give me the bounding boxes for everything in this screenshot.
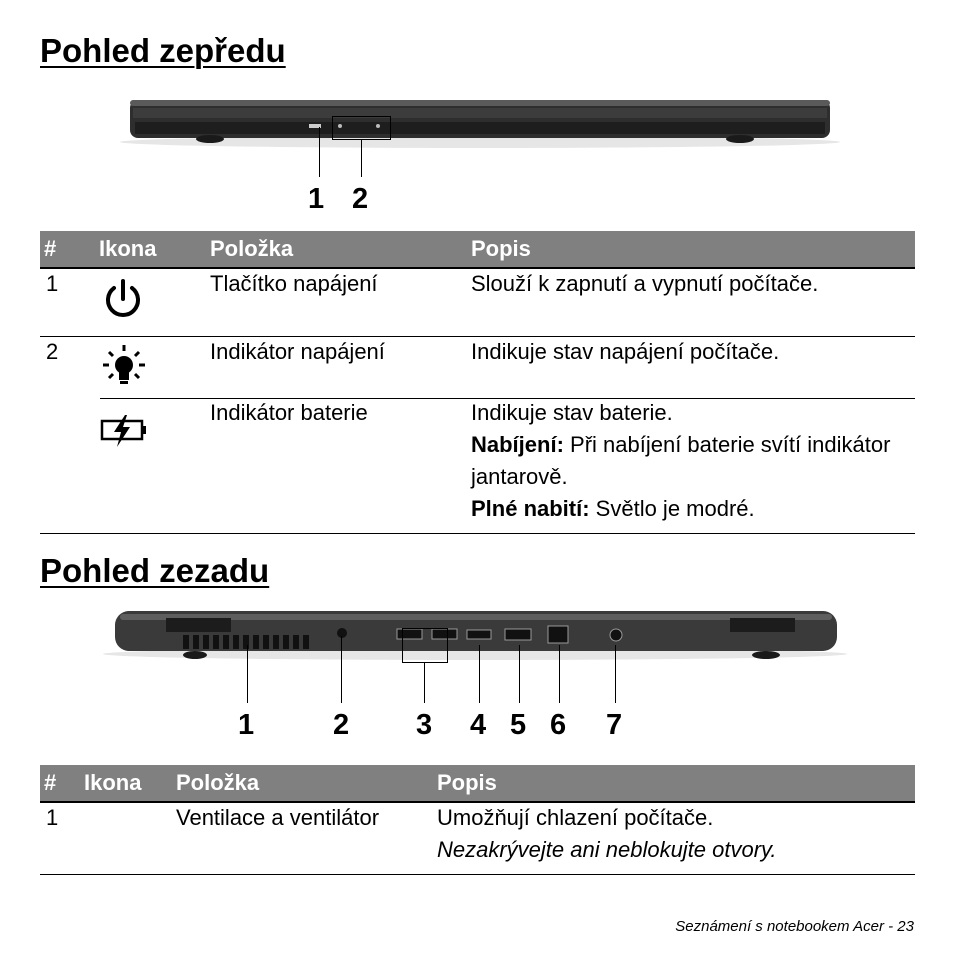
item-description: Umožňují chlazení počítače. <box>437 805 714 830</box>
callout-number: 7 <box>606 709 623 741</box>
callout-line-1 <box>247 645 248 703</box>
callout-box-2 <box>332 116 391 140</box>
col-item: Položka <box>176 770 260 795</box>
callout-box-3 <box>402 628 448 663</box>
power-icon <box>101 277 145 321</box>
item-description: Indikuje stav baterie. <box>471 400 673 425</box>
callout-line-3 <box>424 662 425 703</box>
col-num: # <box>44 770 57 795</box>
callout-line-5 <box>519 645 520 703</box>
full-label: Plné nabití: <box>471 496 590 521</box>
charging-text: Při nabíjení baterie svítí indikátor jantarově. <box>471 432 891 489</box>
col-icon: Ikona <box>84 770 142 795</box>
page-footer: Seznámení s notebookem Acer - 23 <box>675 918 914 935</box>
rear-view-title: Pohled zezadu <box>40 552 270 589</box>
item-name: Ventilace a ventilátor <box>176 805 380 830</box>
callout-number: 6 <box>550 709 567 741</box>
callout-number: 1 <box>238 709 255 741</box>
table-header <box>40 231 915 269</box>
callout-number: 1 <box>308 183 325 215</box>
item-description-block <box>471 397 901 525</box>
light-bulb-icon <box>101 343 147 391</box>
full-text: Světlo je modré. <box>589 496 755 521</box>
col-desc: Popis <box>471 236 531 261</box>
row-number: 1 <box>46 271 59 296</box>
callout-number: 4 <box>470 709 487 741</box>
item-name: Indikátor baterie <box>210 400 368 425</box>
callout-number: 2 <box>333 709 350 741</box>
item-name: Indikátor napájení <box>210 339 385 364</box>
callout-line-4 <box>479 645 480 703</box>
table-bottom-rule <box>40 533 915 534</box>
front-laptop-image <box>115 95 845 155</box>
col-icon: Ikona <box>99 236 157 261</box>
callout-line-2 <box>361 139 362 177</box>
full-charge-note <box>471 493 901 525</box>
rear-laptop-image <box>100 608 850 663</box>
col-num: # <box>44 236 57 261</box>
table-header <box>40 765 915 803</box>
item-description: Indikuje stav napájení počítače. <box>471 339 780 364</box>
battery-charge-icon <box>100 414 148 448</box>
callout-number: 5 <box>510 709 527 741</box>
col-item: Položka <box>210 236 294 261</box>
callout-number: 2 <box>352 183 369 215</box>
table-bottom-rule <box>40 874 915 875</box>
charging-note <box>471 429 901 493</box>
item-name: Tlačítko napájení <box>210 271 378 296</box>
callout-number: 3 <box>416 709 433 741</box>
col-desc: Popis <box>437 770 497 795</box>
callout-line-7 <box>615 645 616 703</box>
row-number: 2 <box>46 339 59 364</box>
row-number: 1 <box>46 805 59 830</box>
item-description-block <box>437 802 897 866</box>
charging-label: Nabíjení: <box>471 432 564 457</box>
callout-line-6 <box>559 645 560 703</box>
callout-line-1 <box>319 127 320 177</box>
callout-line-2 <box>341 636 342 703</box>
item-description: Slouží k zapnutí a vypnutí počítače. <box>471 271 819 296</box>
front-view-title: Pohled zepředu <box>40 32 286 69</box>
item-warning: Nezakrývejte ani neblokujte otvory. <box>437 837 777 862</box>
